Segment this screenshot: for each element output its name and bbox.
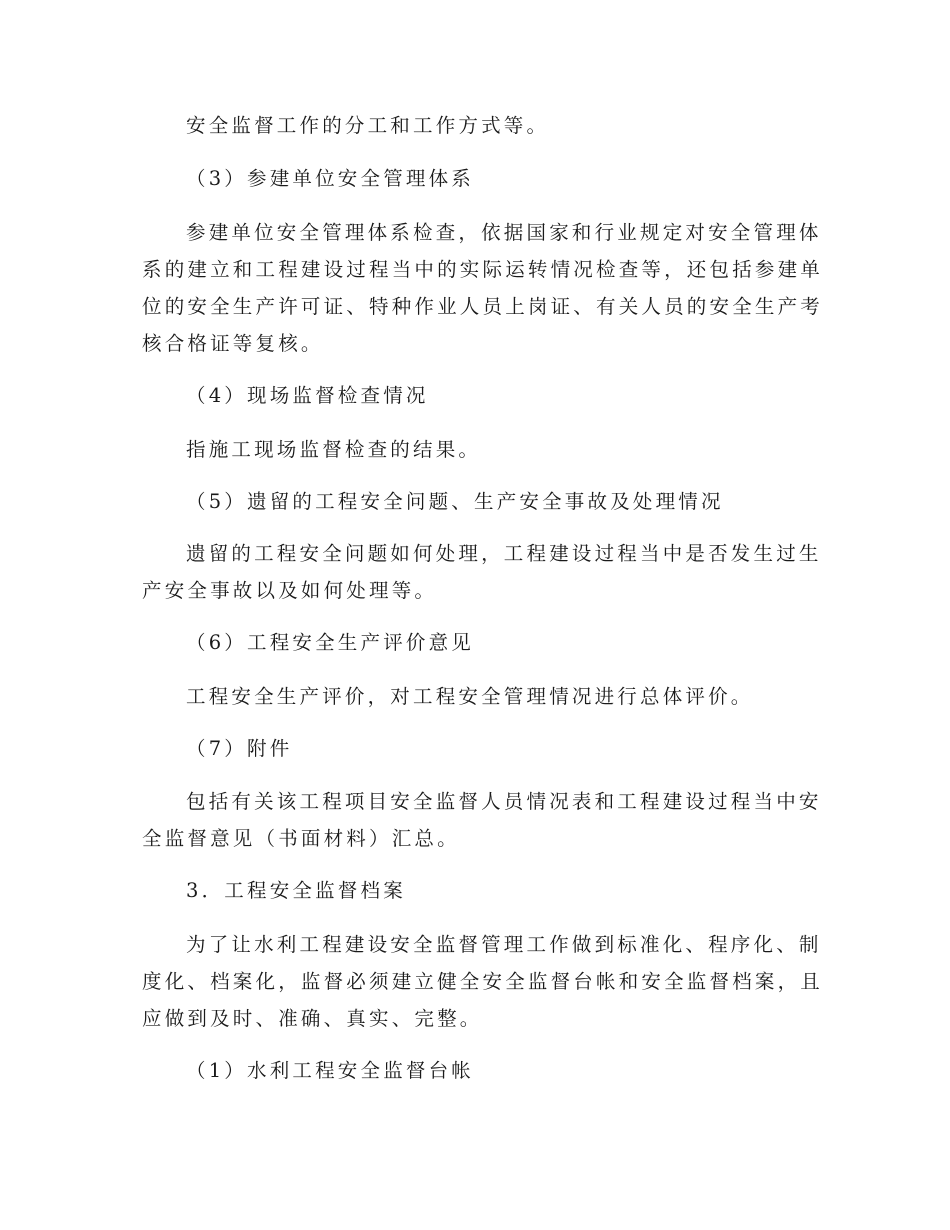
paragraph-line: 全监督意见（书面材料）汇总。	[142, 827, 460, 850]
paragraph-line: 包括有关该工程项目安全监督人员情况表和工程建设过程当中安	[186, 790, 822, 813]
paragraph-line: 度化、档案化，监督必须建立健全安全监督台帐和安全监督档案，且	[142, 970, 824, 993]
subheading-7: （7）附件	[186, 737, 293, 760]
subheading-4: （4）现场监督检查情况	[186, 384, 429, 407]
subheading-6: （6）工程安全生产评价意见	[186, 631, 475, 654]
paragraph-line: 应做到及时、准确、真实、完整。	[142, 1007, 483, 1030]
subheading-1: （1）水利工程安全监督台帐	[186, 1059, 475, 1082]
paragraph-line: 参建单位安全管理体系检查，依据国家和行业规定对安全管理体	[186, 221, 822, 244]
subheading-5: （5）遗留的工程安全问题、生产安全事故及处理情况	[186, 490, 724, 513]
section-heading-3: 3．工程安全监督档案	[186, 879, 406, 902]
paragraph-line: 指施工现场监督检查的结果。	[186, 438, 482, 461]
paragraph-line: 系的建立和工程建设过程当中的实际运转情况检查等，还包括参建单	[142, 258, 824, 281]
paragraph-line: 安全监督工作的分工和工作方式等。	[186, 114, 550, 137]
paragraph-line: 核合格证等复核。	[142, 332, 324, 355]
paragraph-line: 产安全事故以及如何处理等。	[142, 579, 438, 602]
paragraph-line: 工程安全生产评价，对工程安全管理情况进行总体评价。	[186, 685, 754, 708]
paragraph-line: 遗留的工程安全问题如何处理，工程建设过程当中是否发生过生	[186, 542, 822, 565]
subheading-3: （3）参建单位安全管理体系	[186, 167, 475, 190]
paragraph-line: 位的安全生产许可证、特种作业人员上岗证、有关人员的安全生产考	[142, 295, 824, 318]
paragraph-line: 为了让水利工程建设安全监督管理工作做到标准化、程序化、制	[186, 933, 822, 956]
